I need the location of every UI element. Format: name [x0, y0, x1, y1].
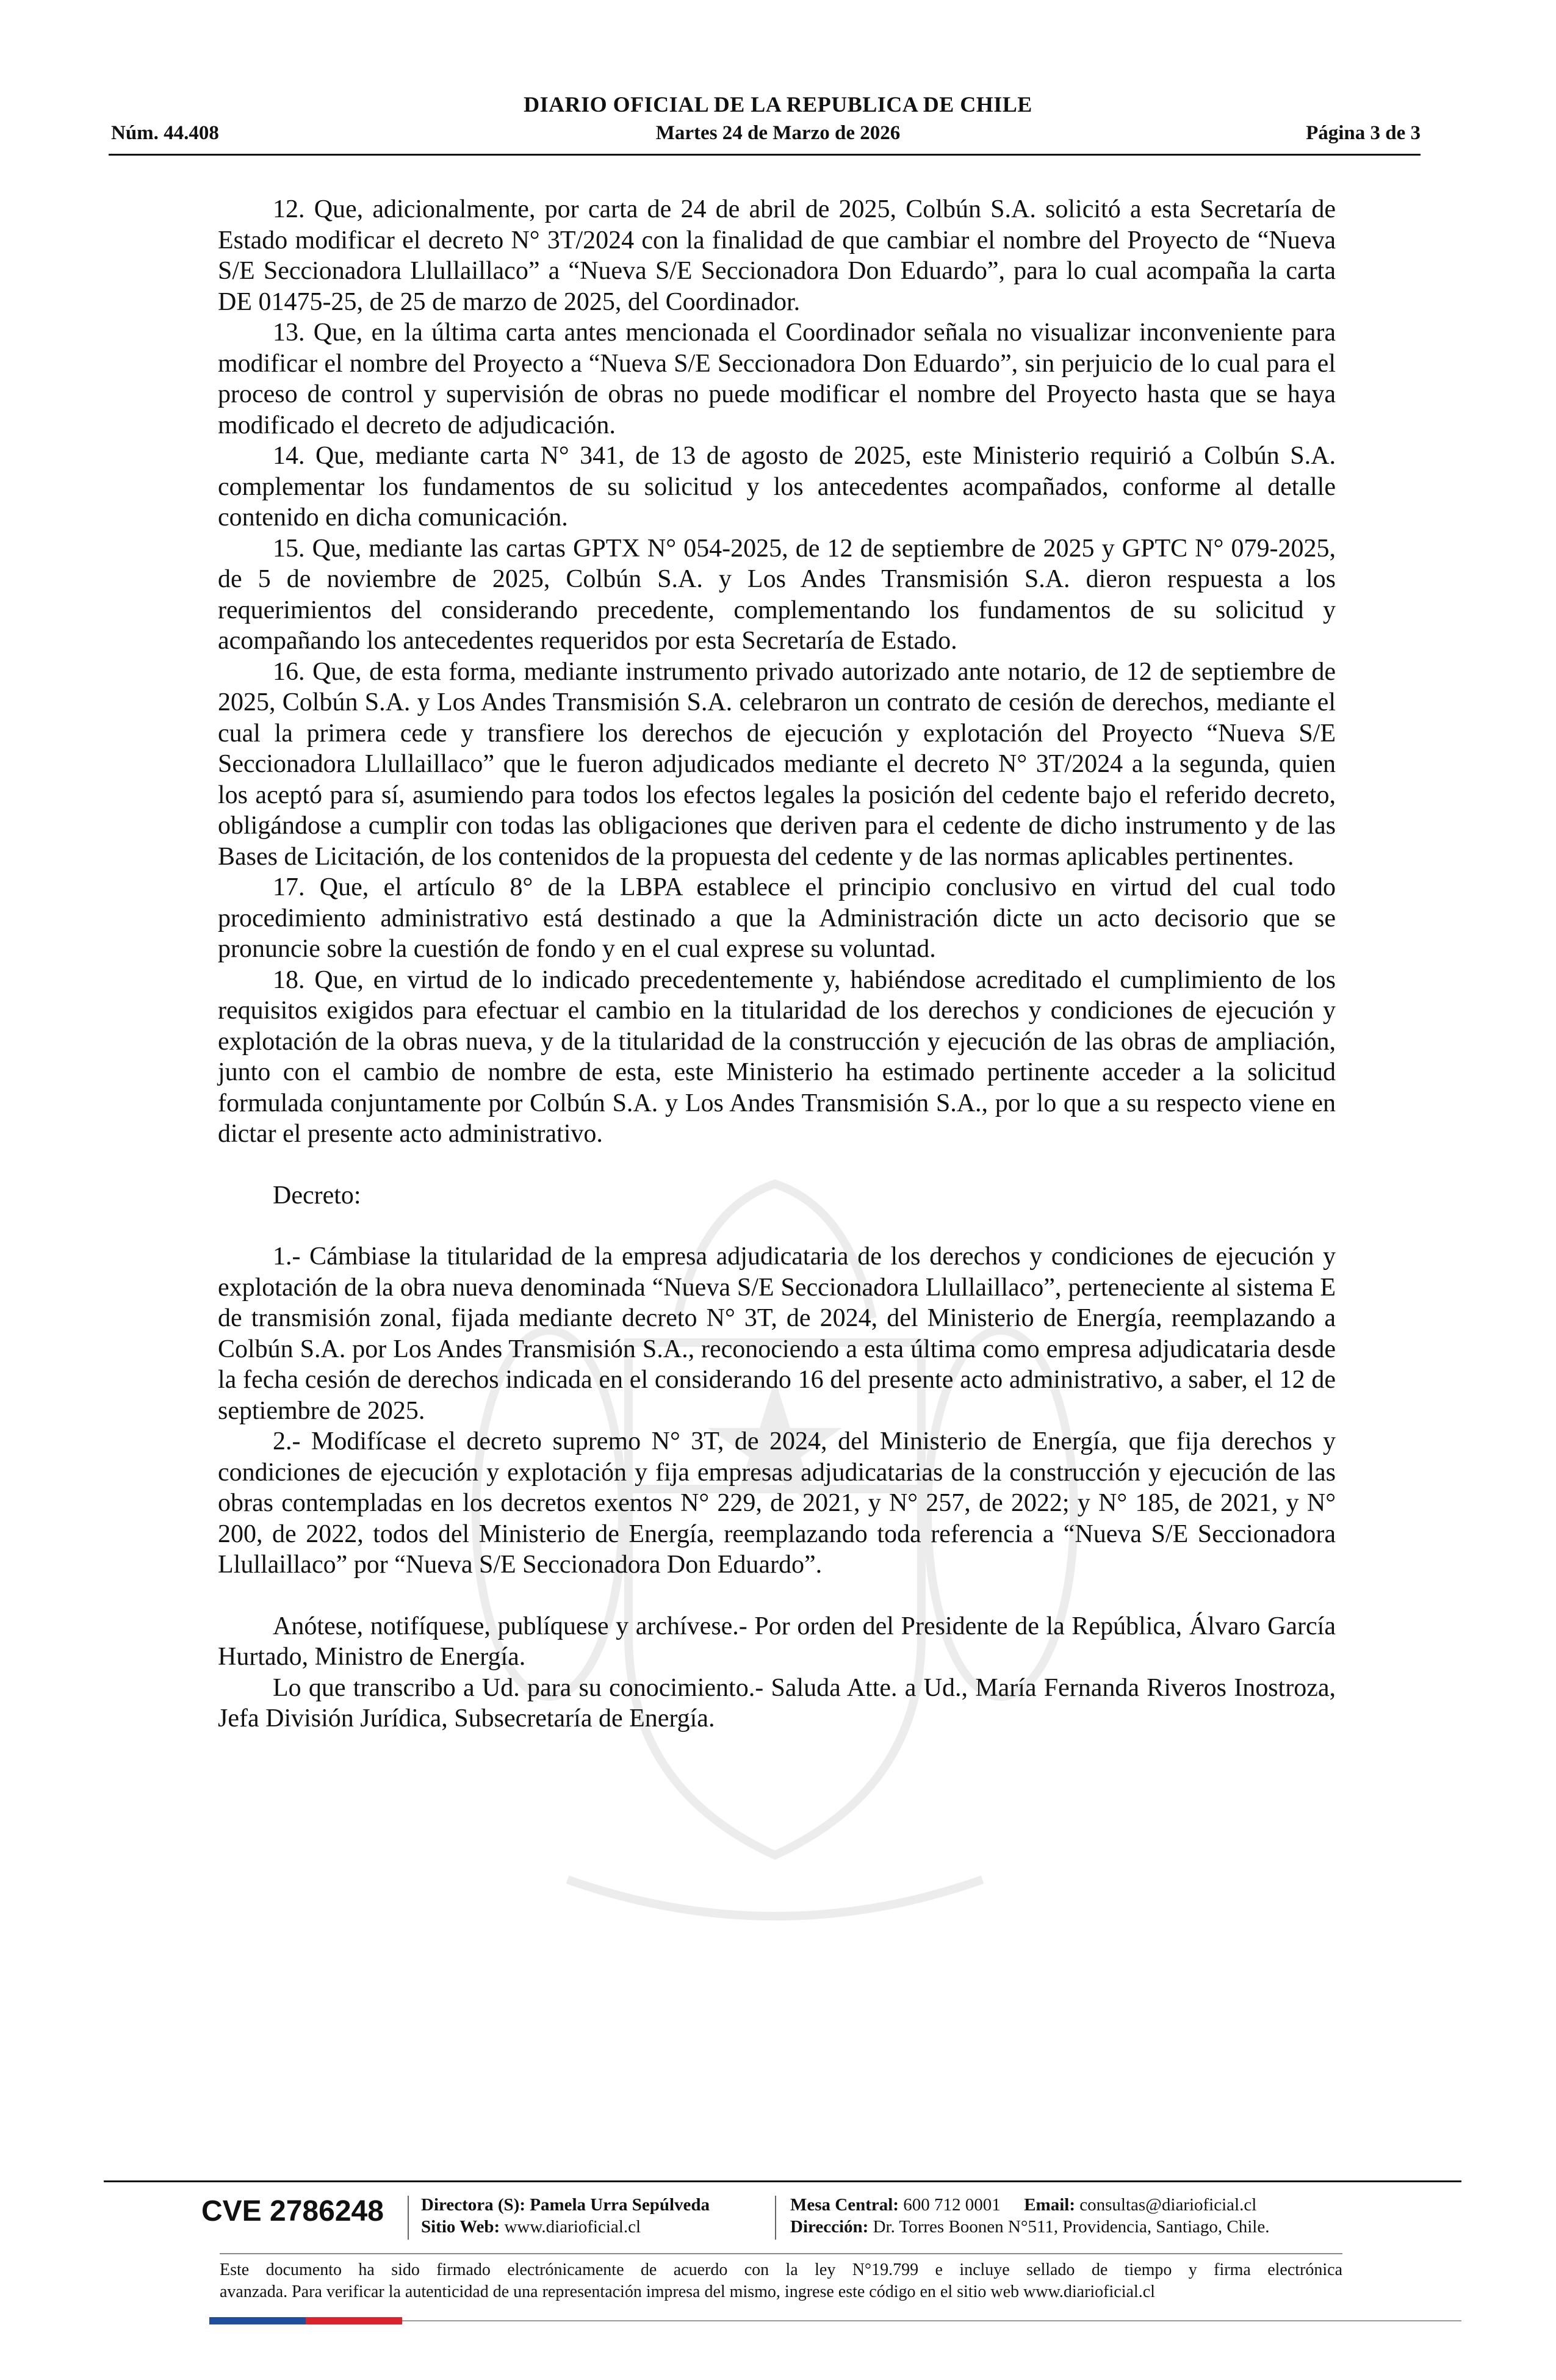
considerando-paragraph: 14. Que, mediante carta N° 341, de 13 de agosto de 2025, este Ministerio requirió a Colbún S.A. complementar los fundamentos de su solicitud y los antecedentes acompañados, conforme al detalle contenido en dicha comunicación.	[218, 442, 1336, 532]
document-body	[218, 194, 1336, 1734]
director-label: Directora (S):	[421, 2195, 525, 2215]
footer-separator	[408, 2196, 409, 2240]
decree-article: 2.- Modifícase el decreto supremo N° 3T, de 2024, del Ministerio de Energía, que fija derechos y condiciones de ejecución y explotación y fija empresas adjudicatarias de la construcción y ejecución de las obras contempladas en los decretos exentos N° 229, de 2021, y N° 257, de 2022; y N° 185, de 2021, y N° 200, de 2022, todos del Ministerio de Energía, reemplazando toda referencia a “Nueva S/E Seccionadora Llullaillaco” por “Nueva S/E Seccionadora Don Eduardo”.	[218, 1427, 1336, 1579]
flag-stripe-blue	[209, 2317, 306, 2324]
signature-note: avanzada. Para verificar la autenticidad de una representación impresa del mismo, ingrese este código en el sitio web www.diarioficial.cl	[220, 2282, 1155, 2301]
phone-number: 600 712 0001	[903, 2195, 1001, 2215]
director-line	[421, 2194, 710, 2216]
footer-divider	[104, 2180, 1461, 2182]
email-label: Email:	[1024, 2195, 1075, 2215]
footer-contact-left	[421, 2194, 710, 2238]
website-link[interactable]: www.diarioficial.cl	[504, 2217, 641, 2237]
gazette-title: DIARIO OFICIAL DE LA REPUBLICA DE CHILE	[524, 92, 1032, 117]
address-value: Dr. Torres Boonen N°511, Providencia, Santiago, Chile.	[873, 2217, 1270, 2237]
considerando-paragraph: 16. Que, de esta forma, mediante instrumento privado autorizado ante notario, de 12 de septiembre de 2025, Colbún S.A. y Los Andes Transmisión S.A. celebraron un contrato de cesión de derechos, mediante el cual la primera cede y transfiere los derechos de ejecución y explotación del Proyecto “Nueva S/E Seccionadora Llullaillaco” que le fueron adjudicados mediante el decreto N° 3T/2024 a la segunda, quien los aceptó para sí, asumiendo para todos los efectos legales la posición del cedente bajo el referido decreto, obligándose a cumplir con todas las obligaciones que deriven para el cedente de dicho instrumento y de las Bases de Licitación, de los contenidos de la propuesta del cedente y de las normas aplicables pertinentes.	[218, 657, 1336, 871]
director-name: Pamela Urra Sepúlveda	[530, 2195, 710, 2215]
issue-number: Núm. 44.408	[111, 122, 219, 144]
issue-date: Martes 24 de Marzo de 2026	[655, 122, 901, 144]
considerando-paragraph: 13. Que, en la última carta antes mencionada el Coordinador señala no visualizar inconveniente para modificar el nombre del Proyecto a “Nueva S/E Seccionadora Don Eduardo”, sin perjuicio de lo cual para el proceso de control y supervisión de obras no puede modificar el nombre del Proyecto hasta que se haya modificado el decreto de adjudicación.	[218, 319, 1336, 439]
considerando-paragraph: 18. Que, en virtud de lo indicado precedentemente y, habiéndose acreditado el cumplimiento de los requisitos exigidos para efectuar el cambio en la titularidad de los derechos y condiciones de ejecución y explotación de la obras nueva, y de la titularidad de la construcción y ejecución de las obras de ampliación, junto con el cambio de nombre de esta, este Ministerio ha estimado pertinente acceder a la solicitud formulada conjuntamente por Colbún S.A. y Los Andes Transmisión S.A., por lo que a su respecto viene en dictar el presente acto administrativo.	[218, 965, 1336, 1148]
decree-heading: Decreto:	[273, 1181, 361, 1210]
page-indicator: Página 3 de 3	[1306, 122, 1421, 144]
footer-contact-right	[790, 2194, 1269, 2238]
considerando-paragraph: 12. Que, adicionalmente, por carta de 24 de abril de 2025, Colbún S.A. solicitó a esta Secretaría de Estado modificar el decreto N° 3T/2024 con la finalidad de que cambiar el nombre del Proyecto de “Nueva S/E Seccionadora Llullaillaco” a “Nueva S/E Seccionadora Don Eduardo”, para lo cual acompaña la carta DE 01475-25, de 25 de marzo de 2025, del Coordinador.	[218, 195, 1336, 316]
decree-article: 1.- Cámbiase la titularidad de la empresa adjudicataria de los derechos y condiciones de ejecución y explotación de la obra nueva denominada “Nueva S/E Seccionadora Llullaillaco”, perteneciente al sistema E de transmisión zonal, fijada mediante decreto N° 3T, de 2024, del Ministerio de Energía, reemplazando a Colbún S.A. por Los Andes Transmisión S.A., reconociendo a esta última como empresa adjudicataria desde la fecha cesión de derechos indicada en el considerando 16 del presente acto administrativo, a saber, el 12 de septiembre de 2025.	[218, 1242, 1336, 1425]
address-line	[790, 2216, 1269, 2238]
email-link[interactable]: consultas@diarioficial.cl	[1079, 2195, 1257, 2215]
website-label: Sitio Web:	[421, 2217, 500, 2237]
closing-paragraph: Lo que transcribo a Ud. para su conocimiento.- Saluda Atte. a Ud., María Fernanda Riveros Inostroza, Jefa División Jurídica, Subsecretaría de Energía.	[218, 1673, 1336, 1733]
website-line	[421, 2216, 710, 2238]
phone-label: Mesa Central:	[790, 2195, 899, 2215]
footer-divider	[220, 2253, 1342, 2254]
footer-bottom-line	[402, 2320, 1461, 2321]
header-divider	[109, 154, 1421, 156]
considerando-paragraph: 15. Que, mediante las cartas GPTX N° 054-2025, de 12 de septiembre de 2025 y GPTC N° 079-2025, de 5 de noviembre de 2025, Colbún S.A. y Los Andes Transmisión S.A. dieron respuesta a los requerimientos del considerando precedente, complementando los fundamentos de su solicitud y acompañando los antecedentes requeridos por esta Secretaría de Estado.	[218, 534, 1336, 655]
cve-code: CVE 2786248	[201, 2195, 384, 2227]
flag-stripe-red	[306, 2317, 402, 2324]
considerando-paragraph: 17. Que, el artículo 8° de la LBPA establece el principio conclusivo en virtud del cual todo procedimiento administrativo está destinado a que la Administración dicte un acto decisorio que se pronuncie sobre la cuestión de fondo y en el cual exprese su voluntad.	[218, 873, 1336, 963]
closing-paragraph: Anótese, notifíquese, publíquese y archívese.- Por orden del Presidente de la República, Álvaro García Hurtado, Ministro de Energía.	[218, 1612, 1336, 1671]
address-label: Dirección:	[790, 2217, 869, 2237]
footer-separator	[775, 2196, 776, 2240]
phone-email-line	[790, 2194, 1269, 2216]
signature-note: Este documento ha sido firmado electrónicamente de acuerdo con la ley N°19.799 e incluye sellado de tiempo y firma electrónica	[220, 2260, 1342, 2279]
